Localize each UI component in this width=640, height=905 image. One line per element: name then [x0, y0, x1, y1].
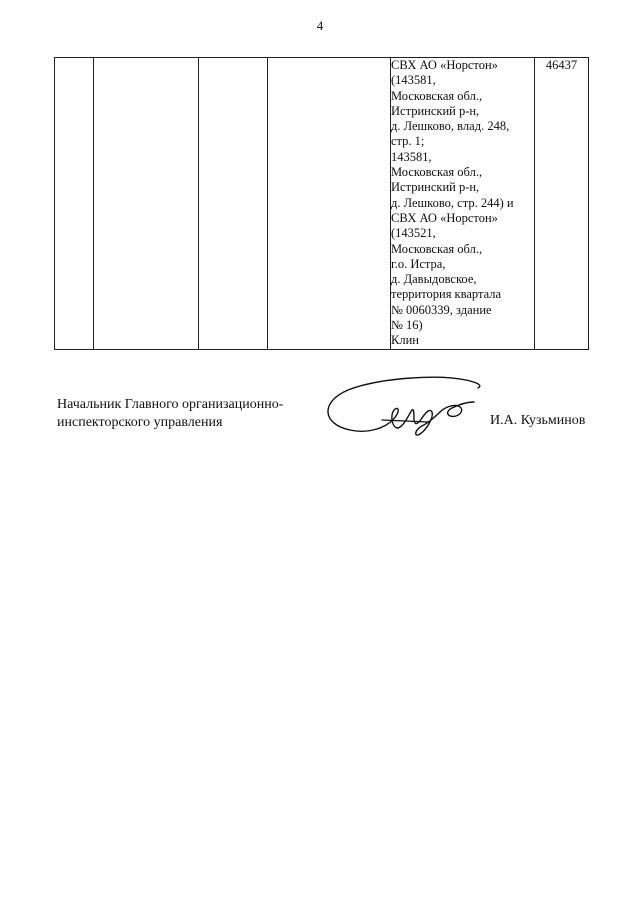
address-line: № 16)	[391, 318, 423, 333]
address-line: Истринский р-н,	[391, 180, 480, 195]
address-line: территория квартала	[391, 287, 502, 302]
address-line: Клин	[391, 333, 419, 348]
address-line: 143581,	[391, 149, 432, 164]
address-line: стр. 1;	[391, 134, 425, 149]
address-line: СВХ АО «Норстон»	[391, 58, 498, 72]
table-cell-post-code: 46437	[535, 58, 589, 350]
signer-position-line: Начальник Главного организационно-	[57, 397, 284, 412]
address-line: Истринский р-н,	[391, 103, 480, 118]
table-cell-location	[268, 58, 391, 350]
address-line: д. Давыдовское,	[391, 272, 477, 287]
table-cell-name	[94, 58, 199, 350]
signer-position	[57, 396, 283, 432]
address-line: (143581,	[391, 73, 436, 88]
address-line: г.о. Истра,	[391, 256, 446, 271]
address-line: Московская обл.,	[391, 165, 483, 180]
signer-position-line: инспекторского управления	[57, 415, 223, 430]
signer-name: И.А. Кузьминов	[490, 413, 586, 428]
page-number: 4	[316, 18, 324, 33]
address-line: (143521,	[391, 226, 436, 241]
address-line: д. Лешково, стр. 244) и	[391, 195, 514, 210]
customs-post-table	[54, 57, 589, 350]
address-line: д. Лешково, влад. 248,	[391, 119, 510, 134]
table-cell-code	[199, 58, 268, 350]
address-line: Московская обл.,	[391, 88, 483, 103]
address-line: СВХ АО «Норстон»	[391, 210, 498, 225]
address-line: Московская обл.,	[391, 241, 483, 256]
table-row	[55, 58, 589, 350]
table-cell-number	[55, 58, 94, 350]
signature-image	[318, 372, 488, 444]
address-line: № 0060339, здание	[391, 302, 492, 317]
table-cell-address	[391, 58, 535, 350]
